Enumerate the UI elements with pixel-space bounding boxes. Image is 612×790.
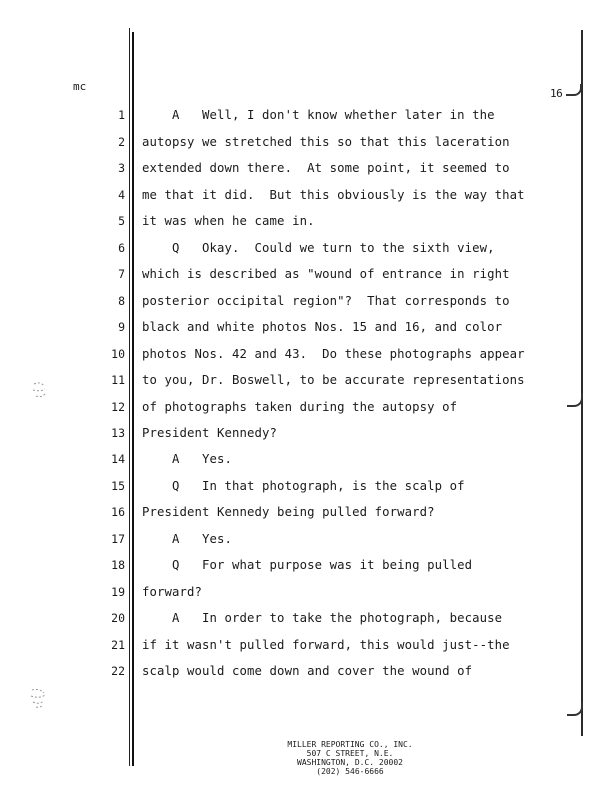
footer-company: MILLER REPORTING CO., INC. [287,740,413,749]
transcript-line: Q Okay. Could we turn to the sixth view, [142,241,495,255]
line-number: 1 [118,108,125,122]
transcript-line: autopsy we stretched this so that this laceration [142,135,510,149]
transcript-line: extended down there. At some point, it seemed to [142,161,510,175]
line-number: 15 [111,479,125,493]
line-number: 3 [118,161,125,175]
line-number: 22 [111,664,125,678]
transcript-line: A In order to take the photograph, because [142,611,503,625]
transcript-line: forward? [142,585,203,599]
line-number: 17 [111,532,125,546]
transcript-line: black and white photos Nos. 15 and 16, and color [142,320,503,334]
page-number: 16 [550,87,563,100]
line-number: 8 [118,294,125,308]
scan-smudge [30,378,50,402]
transcript-line: to you, Dr. Boswell, to be accurate representations [142,373,525,387]
line-number: 13 [111,426,125,440]
line-number: 21 [111,638,125,652]
transcript-line: which is described as "wound of entrance in right [142,267,510,281]
left-margin-rule [129,28,130,766]
transcript-line: photos Nos. 42 and 43. Do these photographs appear [142,347,525,361]
transcript-line: A Well, I don't know whether later in the [142,108,495,122]
line-number: 20 [111,611,125,625]
transcript-line: President Kennedy? [142,426,278,440]
reporter-initials: mc [73,80,87,93]
transcript-line: scalp would come down and cover the wound of [142,664,473,678]
right-margin-rule [581,30,583,736]
line-number: 11 [111,373,125,387]
transcript-line: of photographs taken during the autopsy of [142,400,458,414]
transcript-line: Q In that photograph, is the scalp of [142,479,465,493]
transcript-line: me that it did. But this obviously is the way that [142,188,525,202]
line-number: 18 [111,558,125,572]
footer-city: WASHINGTON, D.C. 20002 [297,758,403,767]
footer-phone: (202) 546-6666 [316,767,384,776]
line-number: 10 [111,347,125,361]
line-number: 7 [118,267,125,281]
line-number: 12 [111,400,125,414]
transcript-line: posterior occipital region"? That corresponds to [142,294,510,308]
line-number: 14 [111,452,125,466]
transcript-line: Q For what purpose was it being pulled [142,558,473,572]
page-number-bracket-mark [566,84,582,96]
transcript-line: it was when he came in. [142,214,315,228]
footer-street: 507 C STREET, N.E. [306,749,394,758]
line-number: 19 [111,585,125,599]
left-margin-rule-double [132,32,134,766]
line-number: 9 [118,320,125,334]
line-number: 4 [118,188,125,202]
transcript-line: A Yes. [142,452,233,466]
reporting-company-footer [240,740,460,776]
line-number: 5 [118,214,125,228]
line-number: 16 [111,505,125,519]
transcript-line: A Yes. [142,532,233,546]
transcript-line: if it wasn't pulled forward, this would just--the [142,638,510,652]
scan-smudge [28,686,50,710]
line-number: 6 [118,241,125,255]
transcript-line: President Kennedy being pulled forward? [142,505,435,519]
line-number: 2 [118,135,125,149]
